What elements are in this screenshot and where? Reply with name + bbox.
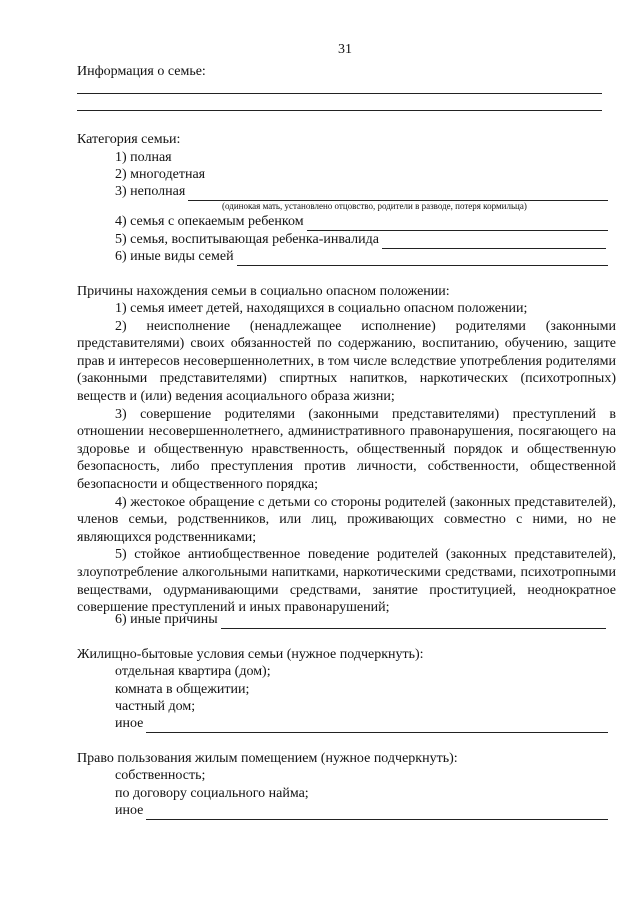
incomplete-hint: (одинокая мать, установлено отцовство, родители в разводе, потеря кормильца) [222, 201, 527, 211]
category-item-incomplete[interactable] [115, 183, 608, 201]
housing-other[interactable] [115, 715, 608, 733]
housing-item-dormitory[interactable]: комната в общежитии; [115, 682, 250, 697]
reason-item[interactable]: 1) семья имеет детей, находящихся в социально опасном положении; [115, 301, 528, 316]
rights-other-fill-line[interactable] [146, 806, 608, 820]
category-item-guardian[interactable] [115, 213, 608, 231]
reasons-heading: Причины нахождения семьи в социально опасном положении: [77, 284, 450, 299]
reason-item[interactable]: 5) стойкое антиобщественное поведение родителей (законных представителей), злоупотребление алкогольными напитками, наркотическими средствами, психотропными веществами, одурманивающими средствами, занятие проституцией, неоднократное совершение преступлений и иных правонарушений; [77, 547, 616, 616]
rights-other-label: иное [115, 803, 144, 818]
housing-other-label: иное [115, 716, 144, 731]
category-item-other-label: 6) иные виды семей [115, 249, 234, 264]
category-item-disabled-child[interactable] [115, 231, 606, 249]
category-item-guardian-label: 4) семья с опекаемым ребенком [115, 214, 304, 229]
reason-other-label: 6) иные причины [115, 612, 218, 627]
reason-item[interactable]: 4) жестокое обращение с детьми со стороны родителей (законных представителей), членов семьи, родственников, или лиц, проживающих совместно с ними, но не являющихся родственниками; [77, 494, 616, 545]
housing-heading: Жилищно-бытовые условия семьи (нужное подчеркнуть): [77, 647, 424, 662]
other-category-fill-line[interactable] [237, 252, 608, 266]
housing-item-apartment[interactable]: отдельная квартира (дом); [115, 664, 271, 679]
reason-item[interactable]: 3) совершение родителями (законными представителями) преступлений в отношении несовершеннолетнего, административного правонарушения, посягающего на здоровье и общественную нравственность, общественный порядок и общественную безопасность, либо преступления против личности, собственности, общественной безопасности и общественного порядка; [77, 406, 616, 492]
category-item-large[interactable]: 2) многодетная [115, 167, 206, 182]
disabled-child-fill-line[interactable] [382, 235, 606, 249]
housing-other-fill-line[interactable] [146, 719, 608, 733]
category-item-other[interactable] [115, 248, 608, 266]
reason-item[interactable]: 2) неисполнение (ненадлежащее исполнение) родителями (законными представителями) своих обязанностей по содержанию, воспитанию, обучению, защите прав и интересов несовершеннолетних, в том числе вследствие употребления родителями (законными представителями) спиртных напитков, наркотических (психотропных) веществ и (или) ведения асоциального образа жизни; [77, 318, 616, 404]
reason-other-fill-line[interactable] [221, 615, 606, 629]
rights-other[interactable] [115, 802, 608, 820]
rights-heading: Право пользования жилым помещением (нужное подчеркнуть): [77, 751, 458, 766]
family-info-line-1[interactable] [77, 93, 602, 94]
category-item-full[interactable]: 1) полная [115, 150, 172, 165]
family-info-line-2[interactable] [77, 110, 602, 111]
housing-item-private-house[interactable]: частный дом; [115, 699, 196, 714]
incomplete-fill-line[interactable] [188, 187, 608, 201]
guardian-fill-line[interactable] [307, 217, 608, 231]
reasons-list [77, 300, 616, 617]
category-item-disabled-child-label: 5) семья, воспитывающая ребенка-инвалида [115, 232, 379, 247]
page-number: 31 [338, 42, 352, 57]
category-heading: Категория семьи: [77, 132, 181, 147]
rights-item-ownership[interactable]: собственность; [115, 768, 206, 783]
rights-item-social-rent[interactable]: по договору социального найма; [115, 786, 309, 801]
reason-other[interactable] [115, 611, 606, 629]
family-info-heading: Информация о семье: [77, 64, 206, 79]
category-item-incomplete-label: 3) неполная [115, 184, 186, 199]
